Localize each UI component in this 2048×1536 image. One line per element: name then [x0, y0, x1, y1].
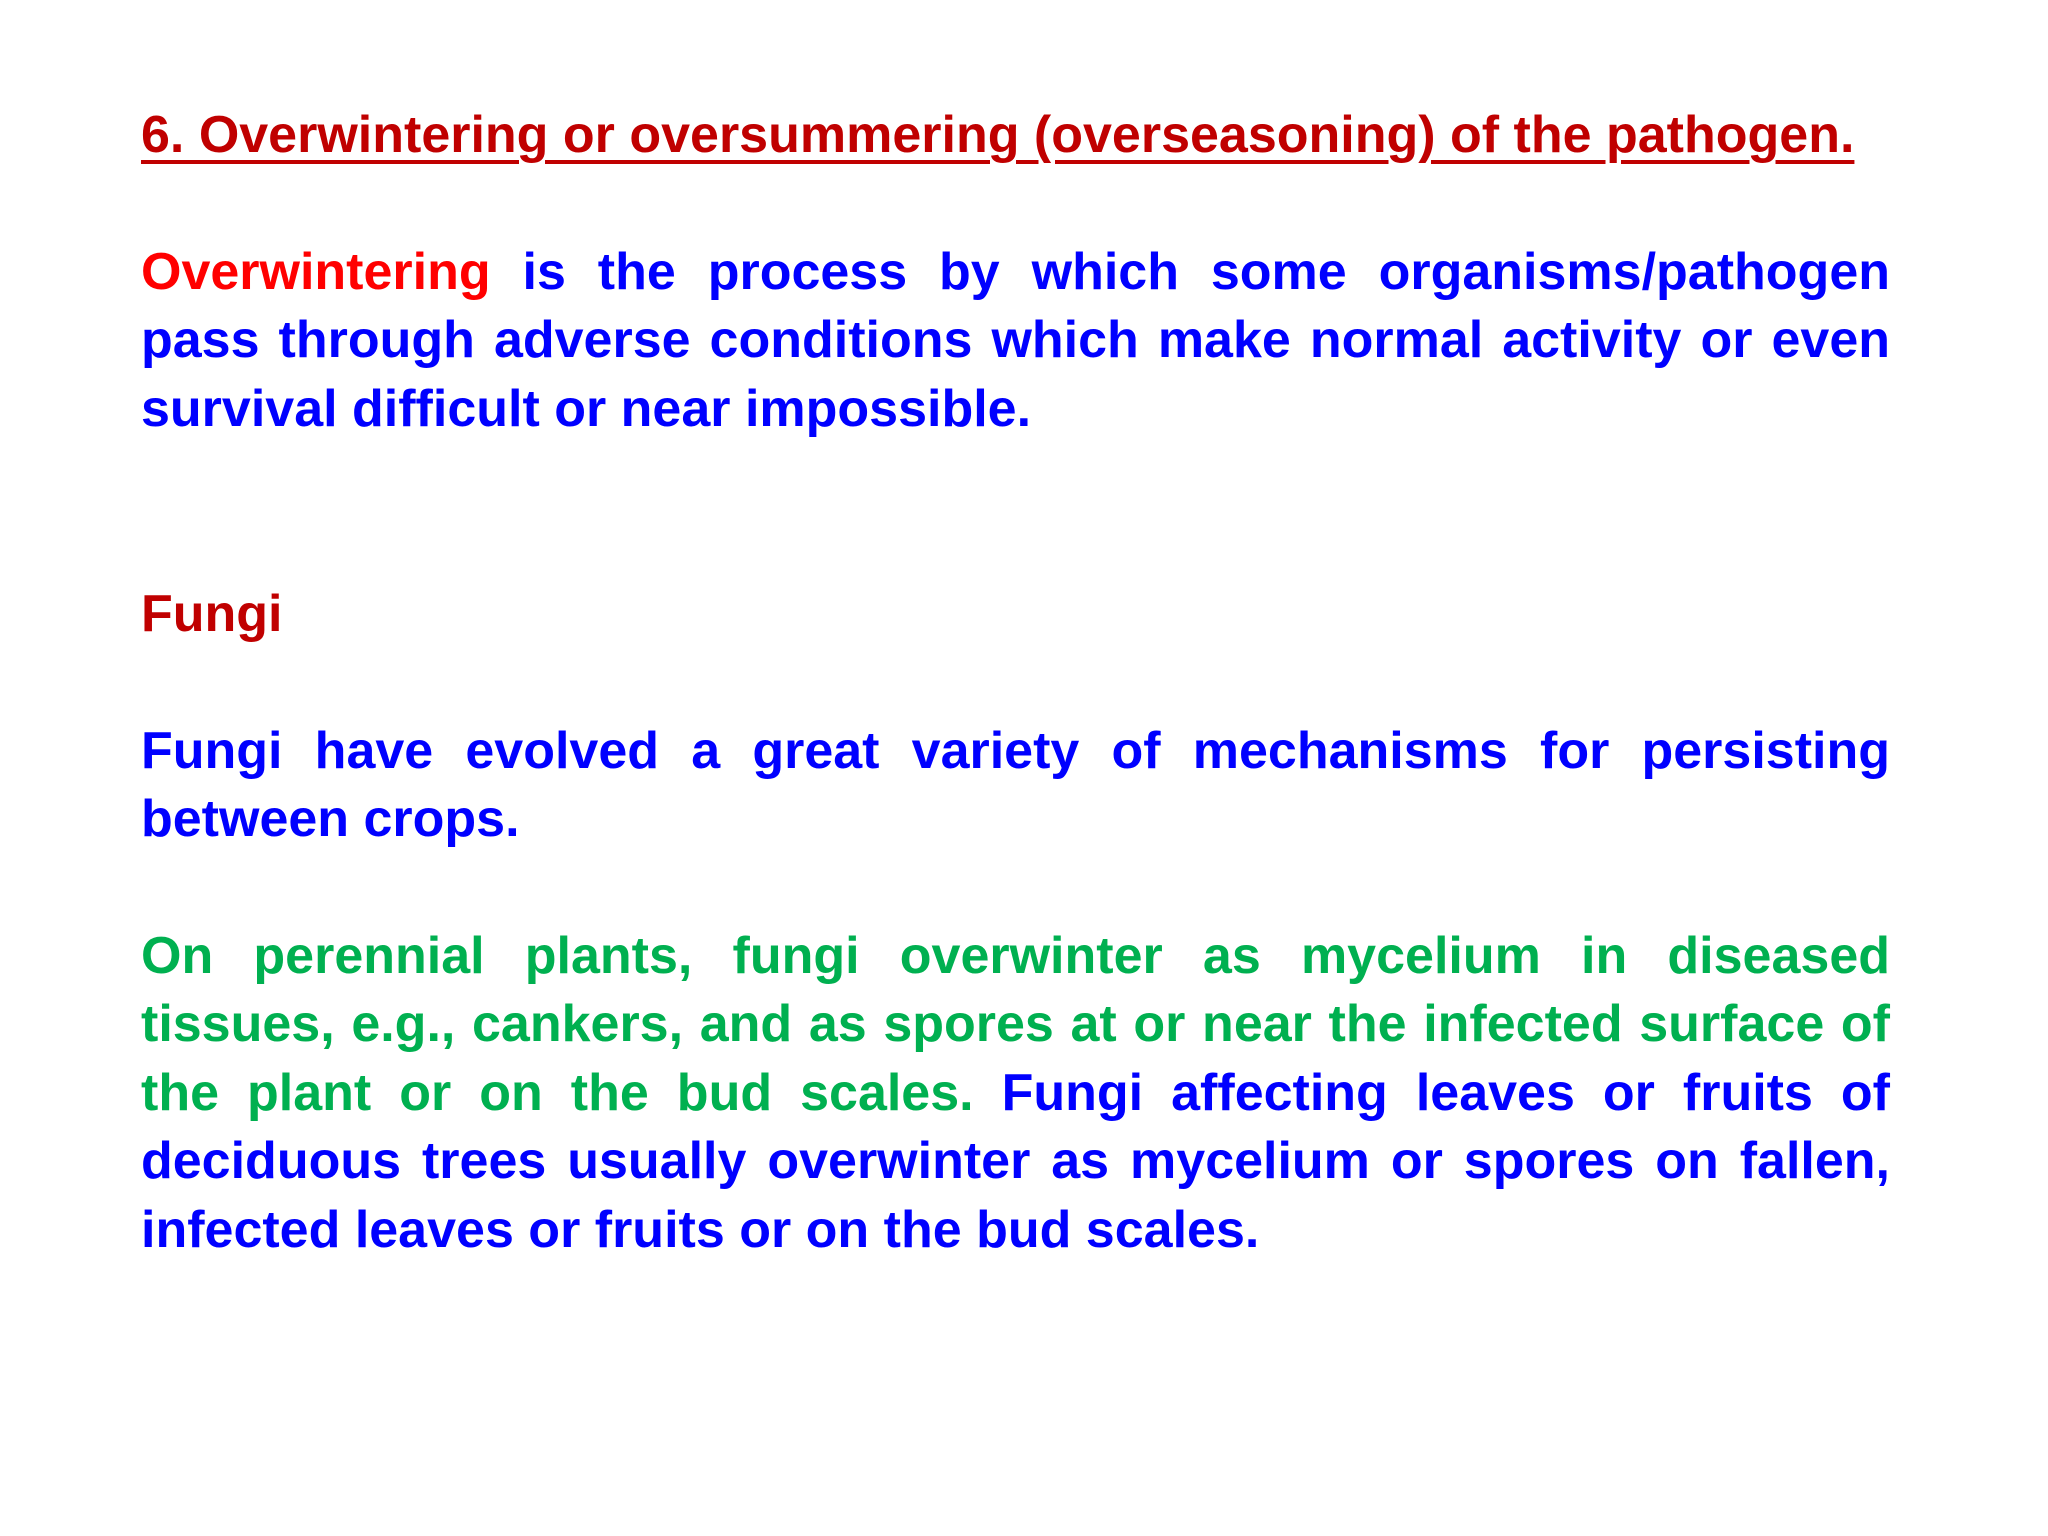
fungi-heading: Fungi	[141, 585, 283, 643]
deciduous-text: Fungi affecting leaves or fruits of deciduous trees usually overwinter as mycelium or spores on fallen, infected leaves or fruits or on the bud scales.	[141, 1063, 1890, 1259]
slide-heading: 6. Overwintering or oversummering (overseasoning) of the pathogen.	[141, 106, 1855, 164]
perennial-text: On perennial plants, fungi overwinter as mycelium in diseased tissues, e.g., cankers, and as spores at or near the infected surface of the plant or on the bud scales.	[141, 926, 1890, 1122]
definition-term: Overwintering	[141, 242, 491, 301]
perennial-paragraph	[141, 922, 1890, 1265]
fungi-intro-paragraph: Fungi have evolved a great variety of mechanisms for persisting between crops.	[141, 721, 1890, 848]
definition-text: is the process by which some organisms/pathogen pass through adverse conditions which make normal activity or even survival difficult or near impossible.	[141, 242, 1890, 438]
slide-content	[141, 101, 1890, 1264]
definition-paragraph	[141, 238, 1890, 444]
